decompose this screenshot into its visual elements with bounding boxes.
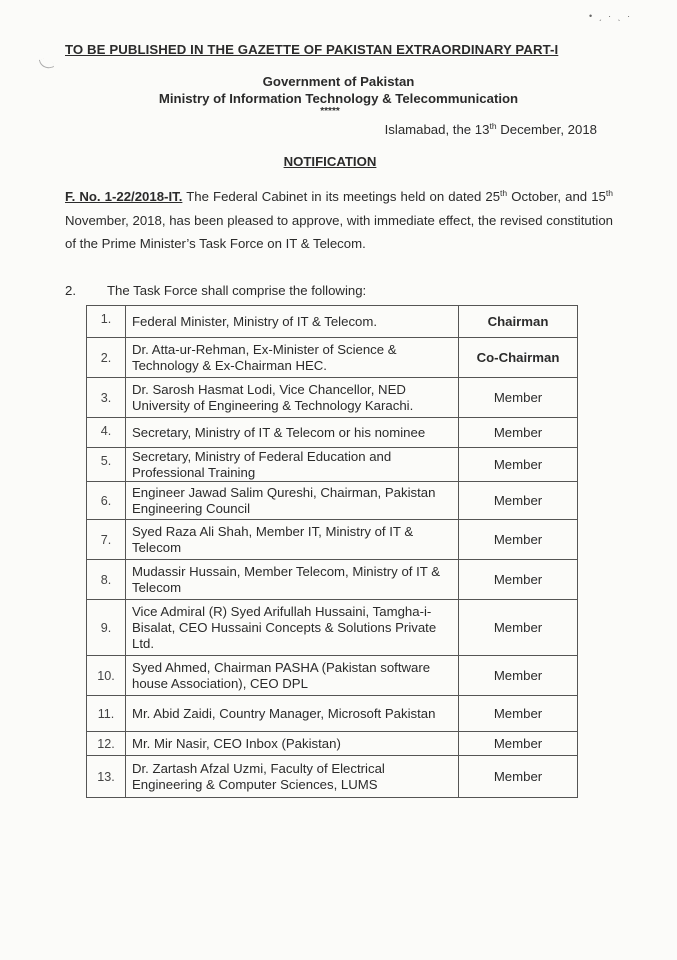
member-number: 11. [87,696,126,732]
member-number: 8. [87,560,126,600]
member-row [87,732,578,756]
member-name: Mudassir Hussain, Member Telecom, Ministry of IT & Telecom [126,560,459,600]
member-role: Member [459,560,578,600]
member-row [87,378,578,418]
member-role: Member [459,418,578,448]
member-row [87,520,578,560]
member-number: 3. [87,378,126,418]
member-name: Mr. Abid Zaidi, Country Manager, Microsoft Pakistan [126,696,459,732]
member-name: Mr. Mir Nasir, CEO Inbox (Pakistan) [126,732,459,756]
paragraph-2-number: 2. [65,283,76,298]
member-number: 4. [87,418,126,448]
file-number: F. No. 1-22/2018-IT. [65,189,183,204]
member-name: Secretary, Ministry of IT & Telecom or his nominee [126,418,459,448]
member-role: Member [459,448,578,482]
member-role: Member [459,600,578,656]
member-name: Secretary, Ministry of Federal Education and Professional Training [126,448,459,482]
member-number: 1. [87,306,126,338]
member-row [87,656,578,696]
scan-corner-mark: • ˏ · ˎ · [589,11,633,21]
place-date-text: Islamabad, the 13 [384,122,490,137]
member-role: Chairman [459,306,578,338]
paragraph-1 [65,185,613,256]
paragraph-1-text-b: October, and 15 [507,189,606,204]
member-number: 7. [87,520,126,560]
member-role: Member [459,656,578,696]
heading-stars: ***** [320,106,340,117]
member-role: Member [459,520,578,560]
place-date-month: December, 2018 [496,122,597,137]
member-name: Syed Ahmed, Chairman PASHA (Pakistan software house Association), CEO DPL [126,656,459,696]
member-row [87,600,578,656]
member-role: Member [459,756,578,798]
paragraph-1-text-c: November, 2018, has been pleased to approve, with immediate effect, the revised constitution of the Prime Minister’s Task Force on IT & Telecom. [65,212,613,251]
scan-punch-mark [39,57,54,71]
member-number: 13. [87,756,126,798]
member-number: 10. [87,656,126,696]
member-row [87,482,578,520]
member-row [87,418,578,448]
member-name: Dr. Atta-ur-Rehman, Ex-Minister of Science & Technology & Ex-Chairman HEC. [126,338,459,378]
place-date-sup: th [489,121,497,131]
paragraph-2 [65,283,366,298]
member-row [87,338,578,378]
member-role: Member [459,378,578,418]
member-number: 2. [87,338,126,378]
paragraph-1-sup-b: th [605,188,613,198]
member-name: Syed Raza Ali Shah, Member IT, Ministry of IT & Telecom [126,520,459,560]
member-role: Member [459,732,578,756]
place-date [385,122,597,137]
member-number: 9. [87,600,126,656]
member-role: Member [459,696,578,732]
paragraph-2-text: The Task Force shall comprise the following: [107,283,367,298]
member-role: Member [459,482,578,520]
member-name: Federal Minister, Ministry of IT & Telecom. [126,306,459,338]
task-force-table [86,305,578,798]
member-name: Dr. Sarosh Hasmat Lodi, Vice Chancellor, NED University of Engineering & Technology Karachi. [126,378,459,418]
member-name: Dr. Zartash Afzal Uzmi, Faculty of Electrical Engineering & Computer Sciences, LUMS [126,756,459,798]
gazette-heading: TO BE PUBLISHED IN THE GAZETTE OF PAKISTAN EXTRAORDINARY PART-I [65,42,559,57]
member-number: 12. [87,732,126,756]
member-number: 5. [87,448,126,482]
member-name: Engineer Jawad Salim Qureshi, Chairman, Pakistan Engineering Council [126,482,459,520]
paragraph-1-text-a: The Federal Cabinet in its meetings held on dated 25 [182,189,501,204]
notification-title: NOTIFICATION [283,154,377,169]
member-row [87,306,578,338]
paragraph-1-sup-a: th [500,188,508,198]
member-number: 6. [87,482,126,520]
ministry-heading: Ministry of Information Technology & Telecommunication [158,91,519,106]
member-role: Co-Chairman [459,338,578,378]
member-row [87,756,578,798]
member-name: Vice Admiral (R) Syed Arifullah Hussaini, Tamgha-i-Bisalat, CEO Hussaini Concepts & Solutions Private Ltd. [126,600,459,656]
member-row [87,560,578,600]
government-heading: Government of Pakistan [262,74,415,89]
member-row [87,448,578,482]
member-row [87,696,578,732]
